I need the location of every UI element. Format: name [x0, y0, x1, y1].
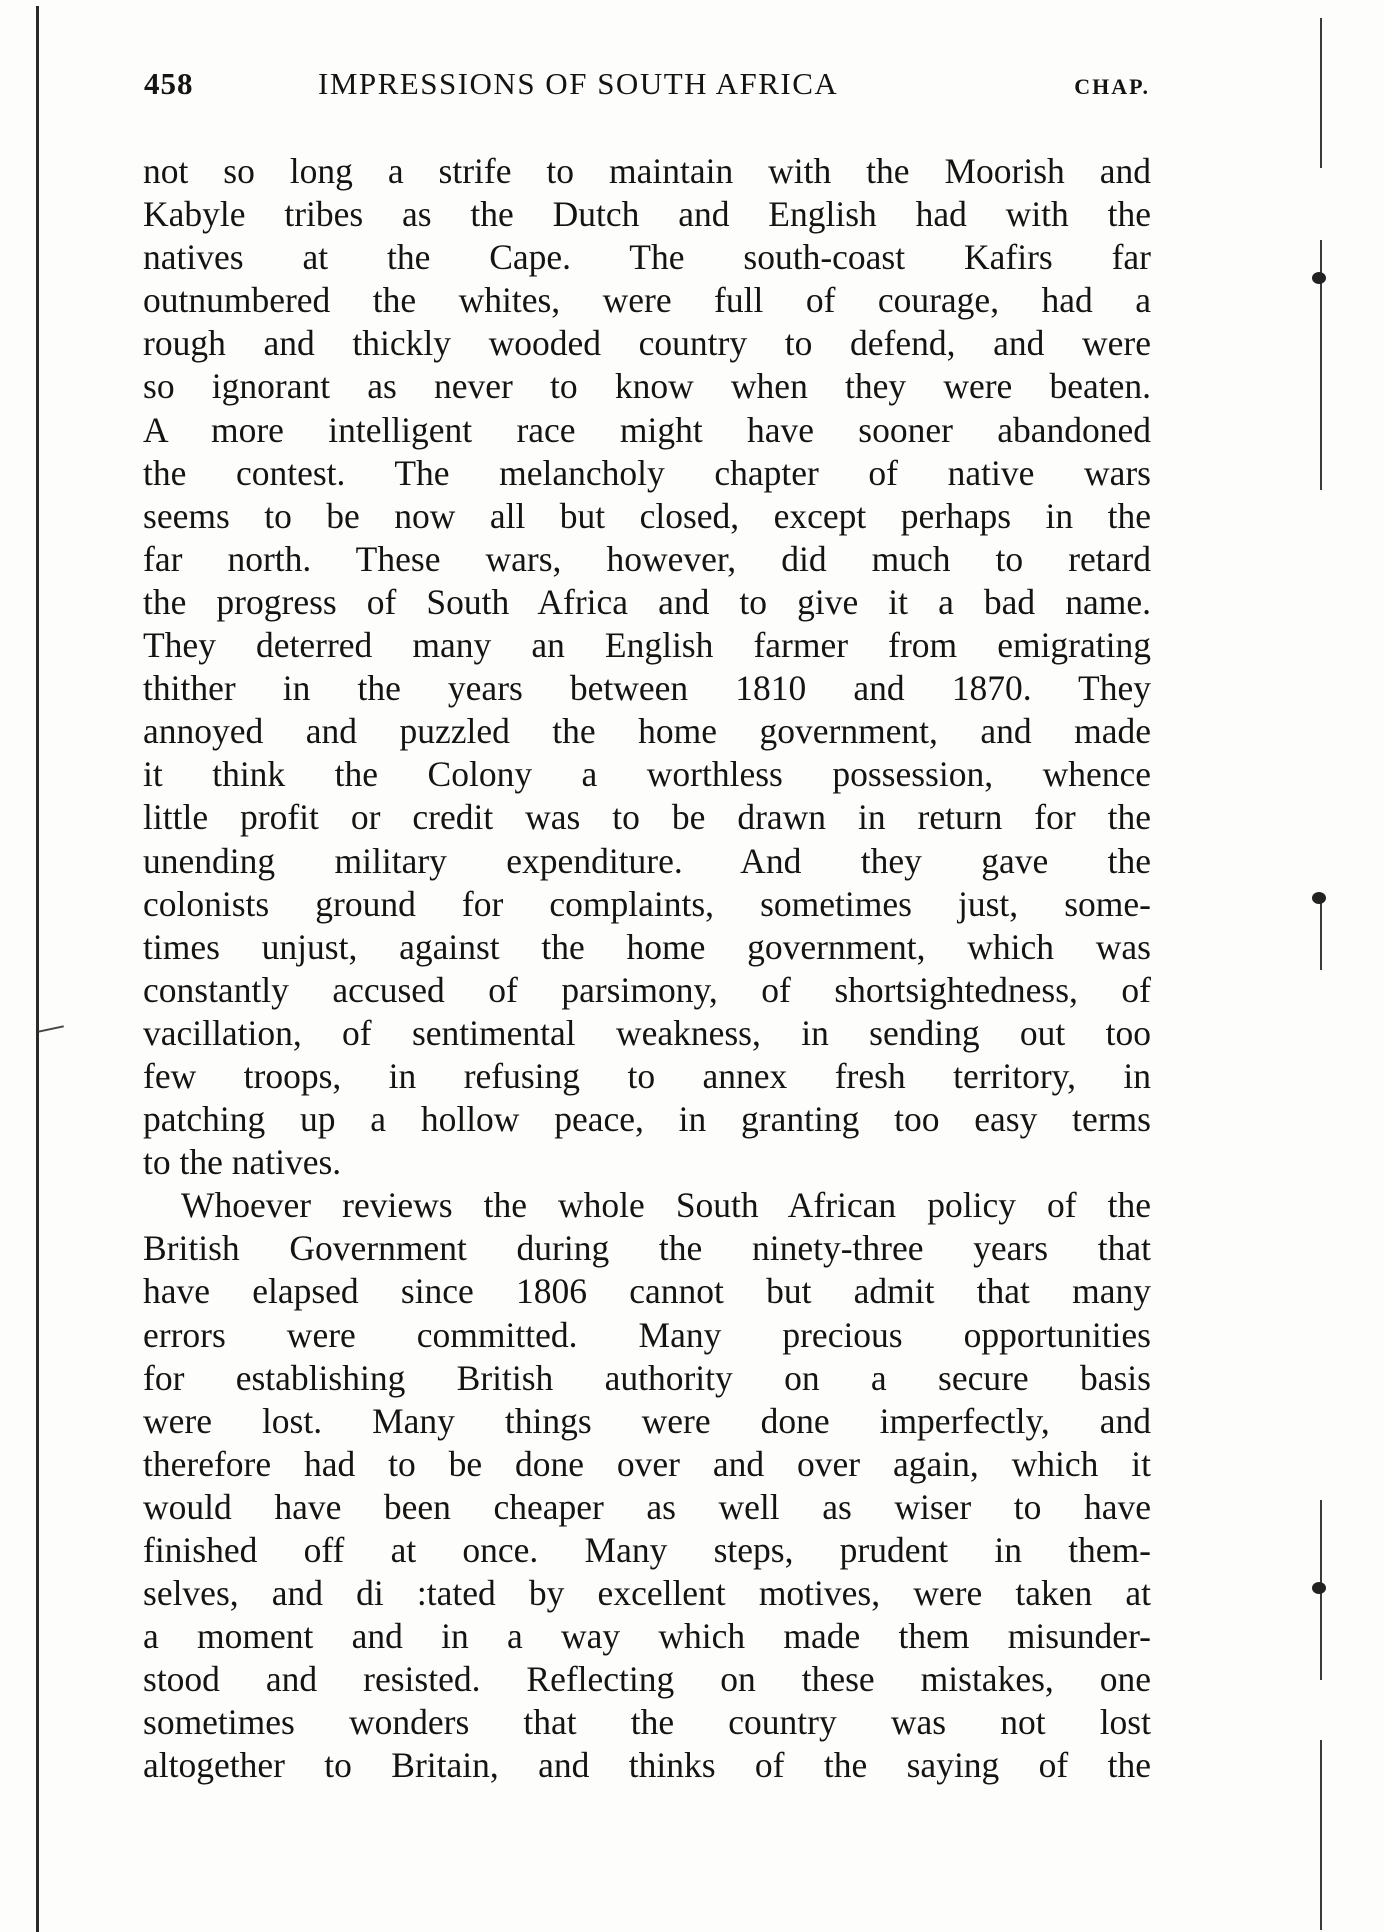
- text-line: have elapsed since 1806 cannot but admit that many: [143, 1271, 1151, 1312]
- text-line: were lost. Many things were done imperfectly, and: [143, 1400, 1151, 1441]
- text-line: thither in the years between 1810 and 1870. They: [143, 668, 1151, 709]
- text-line: it think the Colony a worthless possession, whence: [143, 754, 1151, 795]
- page-edge-mark: [38, 1025, 64, 1032]
- ink-blot: [1312, 1582, 1326, 1594]
- text-line: times unjust, against the home government, which was: [143, 926, 1151, 967]
- text-line: vacillation, of sentimental weakness, in sending out too: [143, 1012, 1151, 1053]
- text-line: for establishing British authority on a secure basis: [143, 1357, 1151, 1398]
- text-line: errors were committed. Many precious opportunities: [143, 1314, 1151, 1355]
- text-line: few troops, in refusing to annex fresh territory, in: [143, 1055, 1151, 1096]
- page-number: 458: [144, 66, 194, 101]
- text-line: so ignorant as never to know when they were beaten.: [143, 366, 1151, 407]
- text-line: to the natives.: [143, 1142, 342, 1183]
- text-line: rough and thickly wooded country to defend, and were: [143, 323, 1151, 364]
- text-line: altogether to Britain, and thinks of the saying of the: [143, 1745, 1151, 1786]
- text-line: selves, and di :tated by excellent motives, were taken at: [143, 1573, 1151, 1614]
- text-line: outnumbered the whites, were full of courage, had a: [143, 280, 1151, 321]
- text-line: stood and resisted. Reflecting on these mistakes, one: [143, 1659, 1151, 1700]
- text-line: A more intelligent race might have sooner abandoned: [143, 409, 1151, 450]
- text-line: Whoever reviews the whole South African policy of the: [181, 1185, 1151, 1226]
- text-line: little profit or credit was to be drawn in return for the: [143, 797, 1151, 838]
- paragraph: [143, 1184, 1151, 1787]
- text-line: Kabyle tribes as the Dutch and English had with the: [143, 194, 1151, 235]
- text-line: the progress of South Africa and to give it a bad name.: [143, 581, 1151, 622]
- text-line: natives at the Cape. The south-coast Kafirs far: [143, 237, 1151, 278]
- text-line: constantly accused of parsimony, of shortsightedness, of: [143, 969, 1151, 1010]
- text-line: far north. These wars, however, did much to retard: [143, 538, 1151, 579]
- paragraph: [143, 150, 1151, 1184]
- text-line: a moment and in a way which made them misunder-: [143, 1616, 1151, 1657]
- body-text: [143, 150, 1151, 1788]
- text-line: They deterred many an English farmer from emigrating: [143, 625, 1151, 666]
- text-line: seems to be now all but closed, except perhaps in the: [143, 495, 1151, 536]
- text-line: patching up a hollow peace, in granting too easy terms: [143, 1099, 1151, 1140]
- text-line: therefore had to be done over and over again, which it: [143, 1443, 1151, 1484]
- page-edge-left: [36, 6, 39, 1932]
- page-edge-right: [1320, 900, 1322, 970]
- chapter-label: CHAP.: [1074, 74, 1150, 99]
- ink-blot: [1312, 892, 1326, 904]
- text-line: unending military expenditure. And they gave the: [143, 840, 1151, 881]
- ink-blot: [1312, 272, 1326, 284]
- text-line: the contest. The melancholy chapter of native wars: [143, 452, 1151, 493]
- page-edge-right: [1320, 18, 1322, 168]
- text-line: British Government during the ninety-three years that: [143, 1228, 1151, 1269]
- page-edge-right: [1320, 1740, 1322, 1930]
- text-line: annoyed and puzzled the home government, and made: [143, 711, 1151, 752]
- text-line: finished off at once. Many steps, prudent in them-: [143, 1530, 1151, 1570]
- running-header: [144, 66, 1150, 116]
- text-line: sometimes wonders that the country was not lost: [143, 1702, 1151, 1743]
- text-line: would have been cheaper as well as wiser to have: [143, 1486, 1151, 1527]
- text-line: not so long a strife to maintain with the Moorish and: [143, 151, 1151, 191]
- text-line: colonists ground for complaints, sometimes just, some-: [143, 883, 1151, 924]
- running-title: IMPRESSIONS OF SOUTH AFRICA: [318, 66, 839, 101]
